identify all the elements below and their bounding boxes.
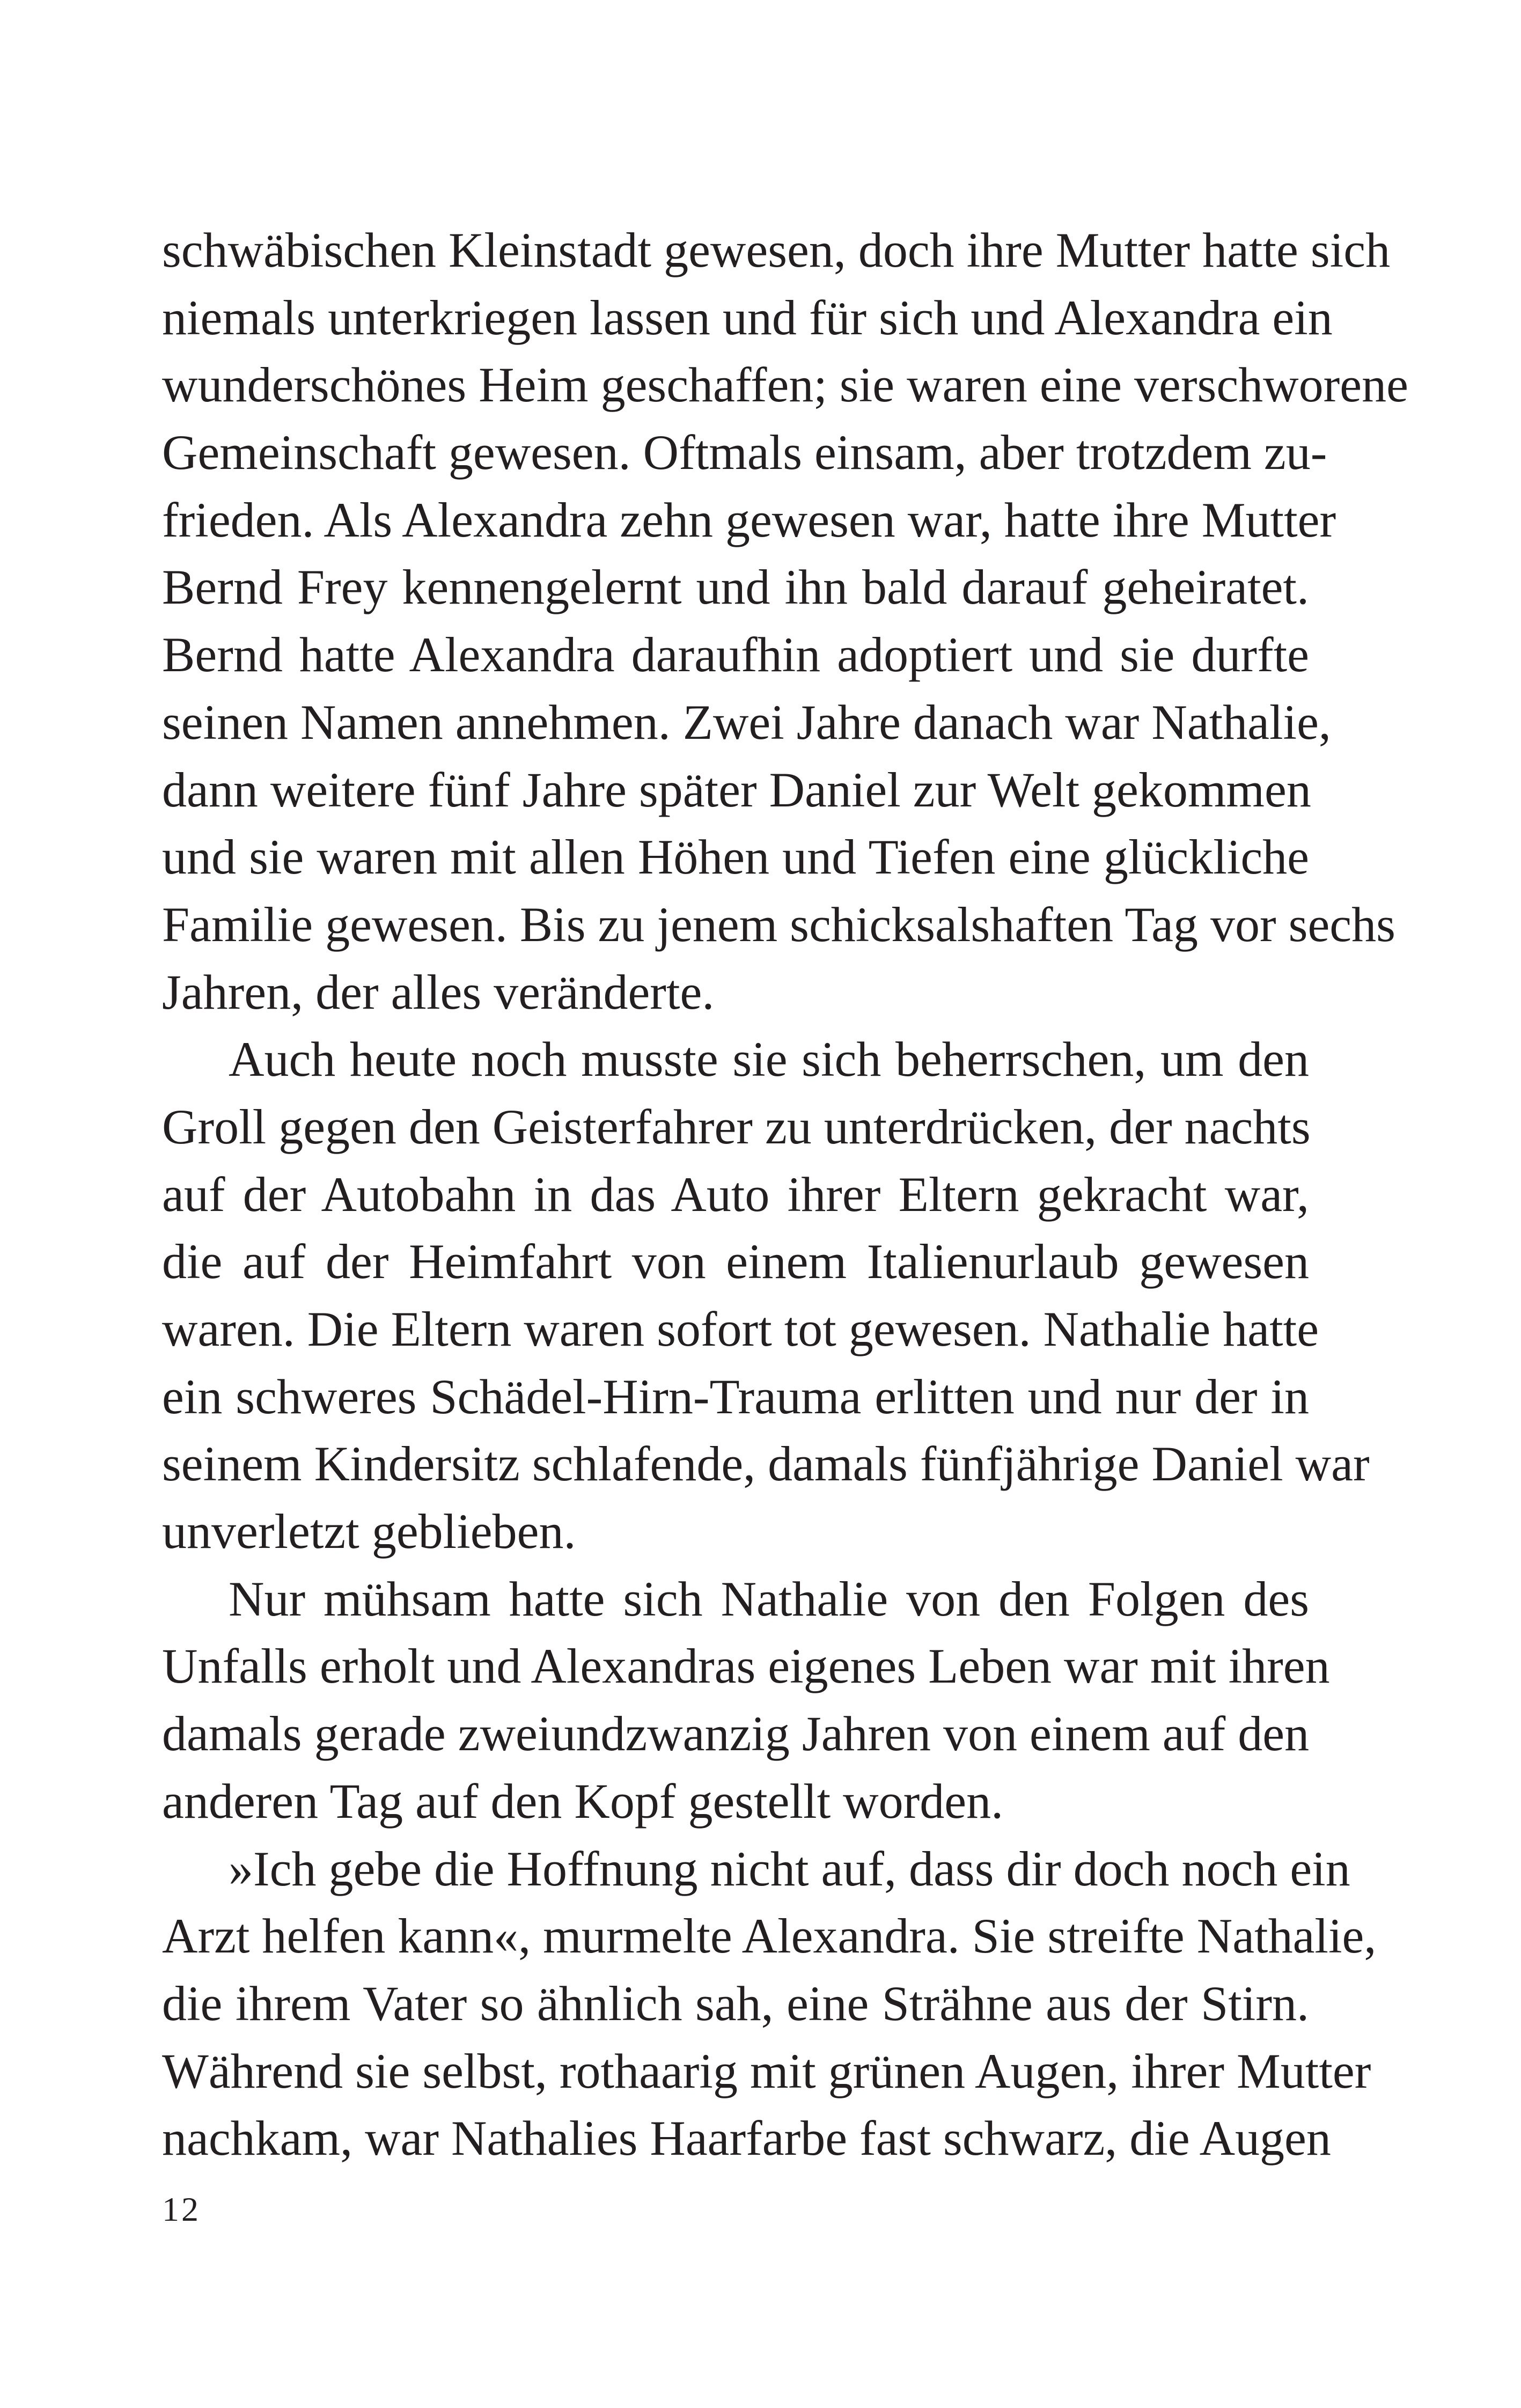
text-line: Familie gewesen. Bis zu jenem schicksalshaften Tag vor sechs: [162, 897, 1395, 952]
text-line: frieden. Als Alexandra zehn gewesen war, hatte ihre Mutter: [162, 492, 1336, 547]
paragraph: [162, 1026, 1370, 1566]
body-text: [162, 217, 1408, 2172]
text-line: die auf der Heimfahrt von einem Italienurlaub gewesen: [162, 1234, 1309, 1289]
text-line: nachkam, war Nathalies Haarfarbe fast schwarz, die Augen: [162, 2111, 1331, 2166]
text-line: waren. Die Eltern waren sofort tot gewesen. Nathalie hatte: [162, 1302, 1319, 1356]
text-line: Nur mühsam hatte sich Nathalie von den Folgen des: [229, 1571, 1309, 1626]
text-line: Groll gegen den Geisterfahrer zu unterdrücken, der nachts: [162, 1099, 1311, 1154]
text-line: damals gerade zweiundzwanzig Jahren von einem auf den: [162, 1706, 1310, 1761]
text-line: Bernd Frey kennengelernt und ihn bald darauf geheiratet.: [162, 560, 1309, 615]
text-line: Unfalls erholt und Alexandras eigenes Leben war mit ihren: [162, 1639, 1330, 1694]
text-line: ein schweres Schädel-Hirn-Trauma erlitten und nur der in: [162, 1369, 1309, 1424]
text-line: seinen Namen annehmen. Zwei Jahre danach war Nathalie,: [162, 694, 1331, 750]
text-line: schwäbischen Kleinstadt gewesen, doch ihre Mutter hatte sich: [162, 223, 1391, 277]
text-line: die ihrem Vater so ähnlich sah, eine Strähne aus der Stirn.: [162, 1976, 1309, 2031]
text-line: »Ich gebe die Hoffnung nicht auf, dass dir doch noch ein: [229, 1841, 1350, 1896]
text-line: dann weitere fünf Jahre später Daniel zur Welt gekommen: [162, 762, 1311, 817]
text-line: Während sie selbst, rothaarig mit grünen Augen, ihrer Mutter: [162, 2043, 1371, 2098]
paragraph: [162, 1836, 1377, 2172]
text-line: Auch heute noch musste sie sich beherrschen, um den: [229, 1032, 1309, 1087]
paragraph: [162, 217, 1408, 1026]
text-line: unverletzt geblieben.: [162, 1504, 576, 1559]
text-line: Gemeinschaft gewesen. Oftmals einsam, aber trotzdem zu-: [162, 425, 1327, 480]
text-line: wunderschönes Heim geschaffen; sie waren eine verschworene: [162, 357, 1408, 413]
text-line: Jahren, der alles veränderte.: [162, 964, 715, 1019]
text-line: Bernd hatte Alexandra daraufhin adoptiert und sie durfte: [162, 627, 1309, 682]
text-line: niemals unterkriegen lassen und für sich und Alexandra ein: [162, 290, 1333, 345]
text-line: anderen Tag auf den Kopf gestellt worden.: [162, 1773, 1004, 1829]
text-line: auf der Autobahn in das Auto ihrer Eltern gekracht war,: [162, 1166, 1309, 1222]
text-line: seinem Kindersitz schlafende, damals fünfjährige Daniel war: [162, 1436, 1370, 1492]
text-line: und sie waren mit allen Höhen und Tiefen eine glückliche: [162, 829, 1309, 885]
paragraph: [162, 1566, 1330, 1836]
text-line: Arzt helfen kann«, murmelte Alexandra. Sie streifte Nathalie,: [162, 1908, 1377, 1964]
page-number: 12: [162, 2190, 201, 2228]
